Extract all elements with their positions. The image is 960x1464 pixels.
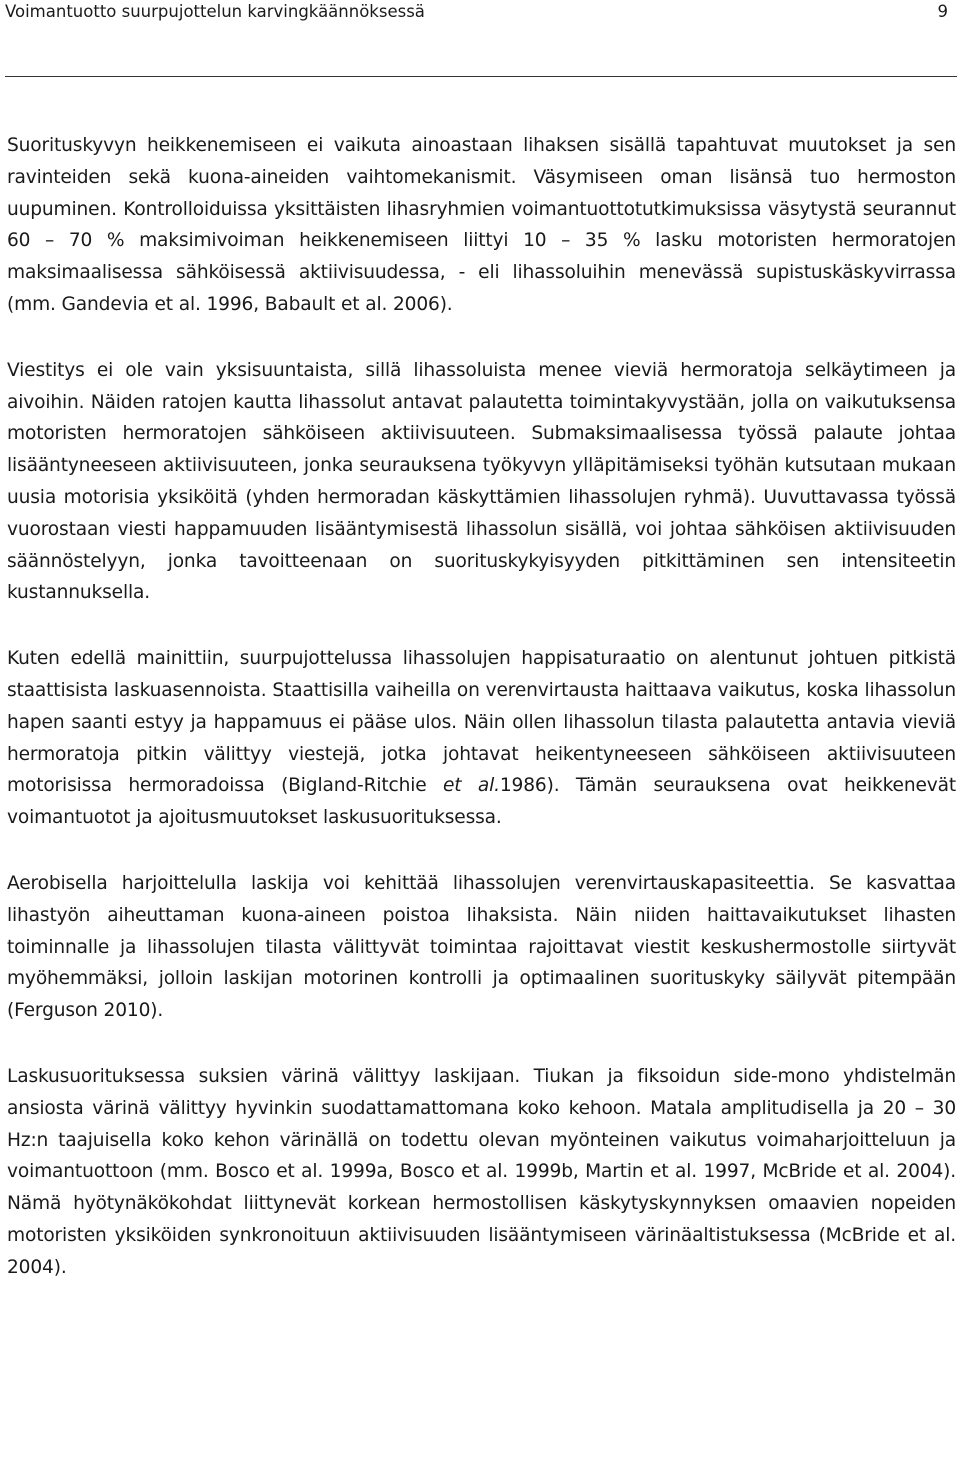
page-number: 9 xyxy=(937,2,948,21)
paragraph-3-italic-citation: et al. xyxy=(442,775,500,797)
running-header-title: Voimantuotto suurpujottelun karvingkäännöksessä xyxy=(5,2,425,21)
paragraph-5 xyxy=(7,1061,956,1284)
paragraph-1 xyxy=(7,130,956,321)
paragraph-5-text: Laskusuorituksessa suksien värinä välittyy laskijaan. Tiukan ja fiksoidun side-mono yhdistelmän ansiosta värinä välittyy hyvinkin suodattamattomana koko kehoon. Matala amplitudisella ja 20 – 30 Hz:n taajuisella koko kehon värinällä on todettu olevan myönteinen vaikutus voimaharjoitteluun ja voimantuottoon (mm. Bosco et al. 1999a, Bosco et al. 1999b, Martin et al. 1997, McBride et al. 2004). Nämä hyötynäkökohdat liittynevät korkean hermostollisen käskytyskynnyksen omaavien nopeiden motoristen yksiköiden synkronoituun aktiivisuuden lisääntymiseen värinäaltistuksessa (McBride et al. 2004). xyxy=(7,1065,956,1278)
paragraph-3-text-a: Kuten edellä mainittiin, suurpujottelussa lihassolujen happisaturaatio on alentunut johtuen pitkistä staattisista laskuasennoista. Staattisilla vaiheilla on verenvirtausta haittaava vaikutus, koska lihassolun hapen saanti estyy ja happamuus ei pääse ulos. Näin ollen lihassolun tilasta palautetta antavia vieviä hermoratoja pitkin välittyy viestejä, jotka johtavat heikentyneeseen sähköiseen aktiivisuuteen motorisissa hermoradoissa (Bigland-Ritchie xyxy=(7,648,956,797)
paragraph-2 xyxy=(7,355,956,609)
body-text xyxy=(7,130,956,1284)
paragraph-4 xyxy=(7,868,956,1027)
paragraph-4-text: Aerobisella harjoittelulla laskija voi kehittää lihassolujen verenvirtauskapasiteettia. Se kasvattaa lihastyön aiheuttaman kuona-aineen poistoa lihaksista. Näin niiden haittavaikutukset lihasten toiminnalle ja lihassolujen tilasta välittyvät toimintaa rajoittavat viestit keskushermostolle siirtyvät myöhemmäksi, jolloin laskijan motorinen kontrolli ja optimaalinen suorituskyky säilyvät pitempään (Ferguson 2010). xyxy=(7,872,956,1022)
header-divider xyxy=(5,76,957,77)
running-header xyxy=(5,0,948,28)
paragraph-1-text: Suorituskyvyn heikkenemiseen ei vaikuta ainoastaan lihaksen sisällä tapahtuvat muutokset ja sen ravinteiden sekä kuona-aineiden vaihtomekanismit. Väsymiseen oman lisänsä tuo hermoston uupuminen. Kontrolloiduissa yksittäisten lihasryhmien voimantuottotutkimuksissa väsytystä seurannut 60 – 70 % maksimivoiman heikkenemiseen liittyi 10 – 35 % lasku motoristen hermoratojen maksimaalisessa sähköisessä aktiivisuudessa, - eli lihassoluihin menevässä supistuskäskyvirrassa (mm. Gandevia et al. 1996, Babault et al. 2006). xyxy=(7,135,956,315)
paragraph-3-text-b: 1986). Tämän seurauksena ovat heikkenevät voimantuotot ja ajoitusmuutokset laskusuorituksessa. xyxy=(7,775,956,829)
paragraph-3 xyxy=(7,643,956,834)
paragraph-2-text: Viestitys ei ole vain yksisuuntaista, sillä lihassoluista menee vieviä hermoratoja selkäytimeen ja aivoihin. Näiden ratojen kautta lihassolut antavat palautetta toimintakyvystään, jolla on vaikutuksensa motoristen hermoratojen sähköiseen aktiivisuuteen. Submaksimaalisessa työssä palaute johtaa lisääntyneeseen aktiivisuuteen, jonka seurauksena työkyvyn ylläpitämiseksi työhän kutsutaan mukaan uusia motorisia yksiköitä (yhden hermoradan käskyttämien lihassolujen ryhmä). Uuvuttavassa työssä vuorostaan viesti happamuuden lisääntymisestä lihassolun sisällä, voi johtaa sähköisen aktiivisuuden säännöstelyyn, jonka tavoitteenaan on suorituskykyisyyden pitkittäminen sen intensiteetin kustannuksella. xyxy=(7,359,956,604)
